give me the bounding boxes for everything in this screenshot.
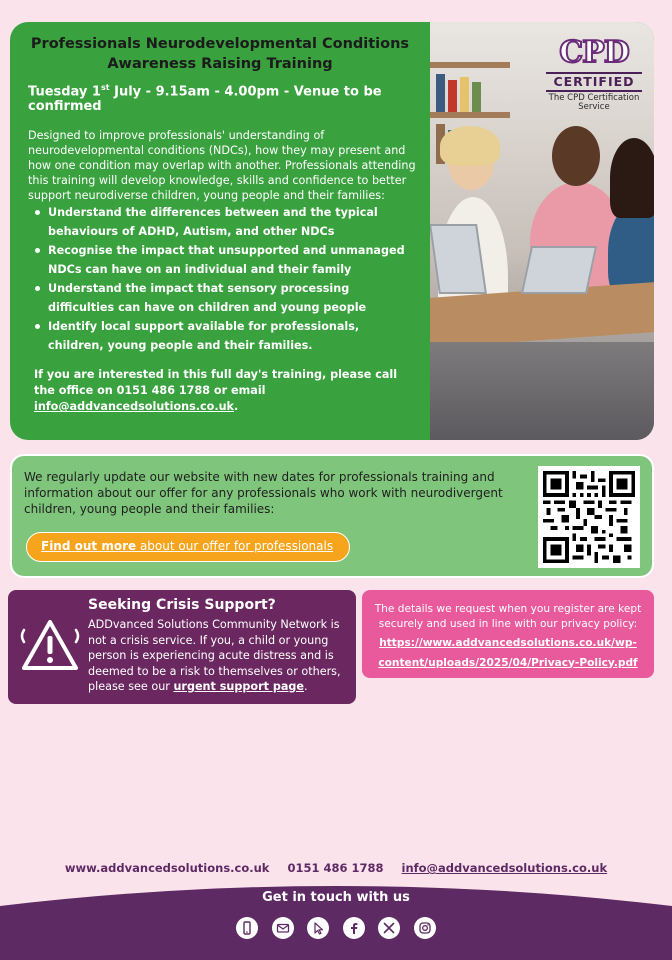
privacy-text: The details we request when you register are kept securely and used in line with our privacy policy: — [374, 603, 642, 630]
phone-number[interactable]: 0151 486 1788 — [287, 861, 384, 875]
offer-description: We regularly update our website with new dates for professionals training and information about our offer for any professionals who work with neurodivergent children, young people and their families: — [24, 470, 503, 516]
laptop — [430, 224, 487, 294]
crisis-body: ADDvanced Solutions Community Network is not a crisis service. If you, a child or young person is experiencing acute distress and is deemed to be a risk to themselves or others, please see our urgent support page. — [88, 618, 341, 693]
training-description: Designed to improve professionals' understanding of neurodevelopmental conditions (NDCs), how they may present and how one condition may overlap with another. Professionals attending this training will develop knowledge, skills and confidence to better support neurodiverse children, young people and their families: — [28, 129, 416, 203]
crisis-title: Seeking Crisis Support? — [88, 597, 276, 613]
book — [436, 74, 445, 112]
website-link[interactable]: www.addvancedsolutions.co.uk — [64, 861, 270, 875]
cpd-certified-label: CERTIFIED — [546, 72, 642, 92]
training-photo — [430, 22, 654, 440]
warning-icon — [18, 616, 82, 674]
person-head — [552, 126, 600, 186]
training-email-link[interactable]: info@addvancedsolutions.co.uk — [34, 400, 234, 414]
bullet-icon — [35, 210, 40, 215]
list-item: Identify local support available for professionals, children, young people and their families. — [48, 317, 416, 355]
bookshelf — [430, 62, 510, 68]
privacy-notice-box — [362, 590, 654, 678]
training-outcomes-list — [20, 203, 420, 355]
training-title: Professionals Neurodevelopmental Conditions Awareness Raising Training — [30, 36, 410, 72]
cursor-icon[interactable] — [307, 917, 329, 939]
footer-heading: Get in touch with us — [262, 890, 410, 905]
person-hair — [610, 138, 654, 218]
facebook-icon[interactable] — [343, 917, 365, 939]
book — [460, 77, 469, 112]
social-icons — [236, 917, 436, 941]
instagram-icon[interactable] — [414, 917, 436, 939]
bullet-icon — [35, 286, 40, 291]
training-contact-text: If you are interested in this full day's training, please call the office on 0151 486 1788 or email info@addvancedsolutions.co.uk. — [34, 368, 398, 414]
list-item: Understand the differences between and the typical behaviours of ADHD, Autism, and other NDCs — [48, 203, 416, 241]
cpd-certified-badge — [540, 36, 648, 132]
list-item: Recognise the impact that unsupported and unmanaged NDCs can have on an individual and their family — [48, 241, 416, 279]
crisis-support-box — [8, 590, 356, 704]
hero-text-panel — [10, 22, 430, 440]
qr-code[interactable] — [538, 466, 640, 568]
find-out-more-button[interactable]: Find out more about our offer for professionals — [26, 532, 350, 562]
email-icon[interactable] — [272, 917, 294, 939]
footer-contact-line — [0, 861, 672, 875]
list-item: Understand the impact that sensory processing difficulties can have on children and young people — [48, 279, 416, 317]
cpd-service-label: The CPD Certification Service — [548, 93, 640, 112]
book — [472, 82, 481, 112]
training-hero-card — [10, 22, 654, 440]
professionals-offer-box — [10, 454, 654, 578]
bullet-icon — [35, 248, 40, 253]
x-icon[interactable] — [378, 917, 400, 939]
urgent-support-link[interactable]: urgent support page — [173, 680, 304, 693]
phone-icon[interactable] — [236, 917, 258, 939]
privacy-policy-link[interactable]: https://www.addvancedsolutions.co.uk/wp-content/uploads/2025/04/Privacy-Policy.pdf — [378, 637, 638, 669]
qr-code-icon — [543, 471, 635, 563]
bookshelf — [430, 112, 510, 118]
floor-shadow — [430, 342, 654, 440]
bullet-icon — [35, 324, 40, 329]
cpd-logo: CPD — [559, 35, 629, 70]
person-hair — [440, 126, 500, 166]
book — [448, 80, 457, 112]
training-date: Tuesday 1st July - 9.15am - 4.00pm - Venue to be confirmed — [28, 83, 382, 115]
footer-email-link[interactable]: info@addvancedsolutions.co.uk — [401, 861, 608, 875]
laptop — [521, 246, 597, 294]
